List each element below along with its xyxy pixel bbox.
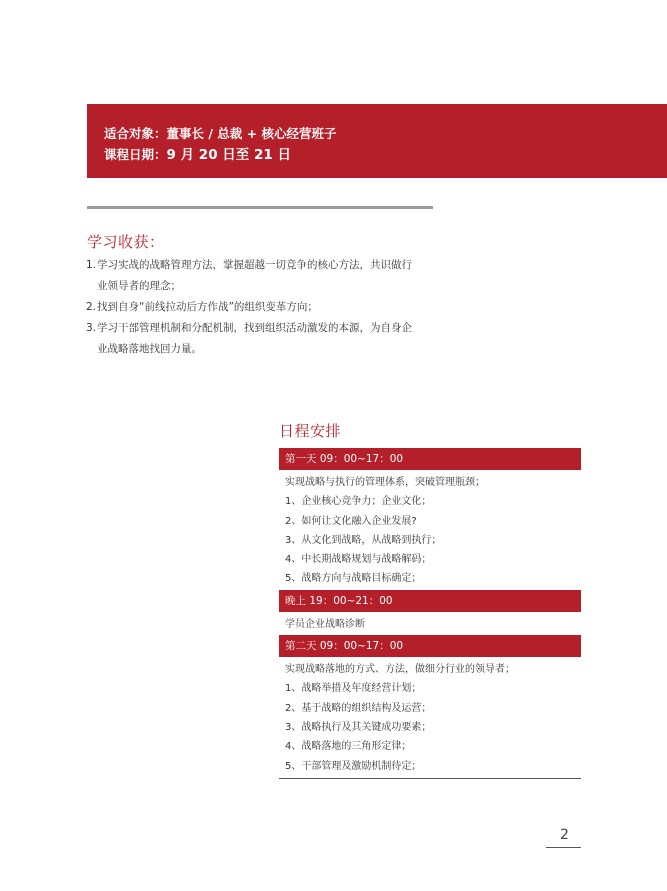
day1-header: 第一天 09：00~17：00 xyxy=(279,448,581,470)
schedule-line: 2、基于战略的组织结构及运营； xyxy=(285,702,432,714)
schedule-bottom-rule xyxy=(279,778,581,779)
gain-item-number: 2. xyxy=(86,301,97,313)
course-info-banner xyxy=(87,104,667,178)
page-number-rule xyxy=(546,847,581,848)
gain-item xyxy=(86,318,441,360)
date-value: 9 月 20 日至 21 日 xyxy=(166,147,291,163)
schedule-line: 5、干部管理及激励机制待定； xyxy=(285,760,422,772)
schedule-line: 实现战略落地的方式、方法，做细分行业的领导者； xyxy=(285,664,515,676)
audience-line xyxy=(104,123,667,144)
schedule-line: 2、如何让文化融入企业发展? xyxy=(285,515,417,527)
gain-item-text: 学习实战的战略管理方法，掌握超越一切竞争的核心方法，共识做行 xyxy=(97,259,412,271)
date-line xyxy=(104,144,667,166)
evening-header: 晚上 19：00~21：00 xyxy=(279,590,581,612)
gain-item xyxy=(86,297,441,318)
audience-label: 适合对象： xyxy=(104,126,167,141)
schedule-line: 1、企业核心竞争力；企业文化； xyxy=(285,496,432,508)
day1-body xyxy=(279,470,581,590)
schedule-line: 实现战略与执行的管理体系，突破管理瓶颈； xyxy=(285,477,485,488)
schedule-line: 4、战略落地的三角形定律； xyxy=(285,741,412,753)
schedule-line: 4、中长期战略规划与战略解码； xyxy=(285,554,432,566)
schedule-line: 3、从文化到战略，从战略到执行； xyxy=(285,534,442,546)
gain-item-number: 1. xyxy=(86,259,97,271)
date-label: 课程日期： xyxy=(104,147,167,162)
section-divider xyxy=(87,206,433,209)
gain-item-text: 业战略落地找回力量。 xyxy=(97,343,202,355)
page-number: 2 xyxy=(560,827,569,843)
schedule-table xyxy=(279,448,581,779)
gains-title: 学习收获： xyxy=(87,233,165,251)
gain-item-text: 业领导者的理念； xyxy=(97,280,181,292)
gains-list xyxy=(86,255,441,360)
schedule-line: 1、战略举措及年度经营计划； xyxy=(285,683,422,695)
gain-item-text: 找到自身“前线拉动后方作战”的组织变革方向； xyxy=(97,301,318,313)
gain-item xyxy=(86,255,441,297)
day2-header: 第二天 09：00~17：00 xyxy=(279,635,581,657)
schedule-line: 学员企业战略诊断 xyxy=(285,618,365,630)
gain-item-number: 3. xyxy=(86,322,97,334)
schedule-line: 5、战略方向与战略目标确定； xyxy=(285,573,422,585)
day2-body xyxy=(279,657,581,777)
schedule-line: 3、战略执行及其关键成功要素； xyxy=(285,721,432,733)
gain-item-text: 学习干部管理机制和分配机制，找到组织活动激发的本源，为自身企 xyxy=(97,322,412,334)
evening-body xyxy=(279,612,581,635)
schedule-title: 日程安排 xyxy=(279,422,342,440)
audience-value: 董事长 / 总裁 + 核心经营班子 xyxy=(166,126,337,141)
